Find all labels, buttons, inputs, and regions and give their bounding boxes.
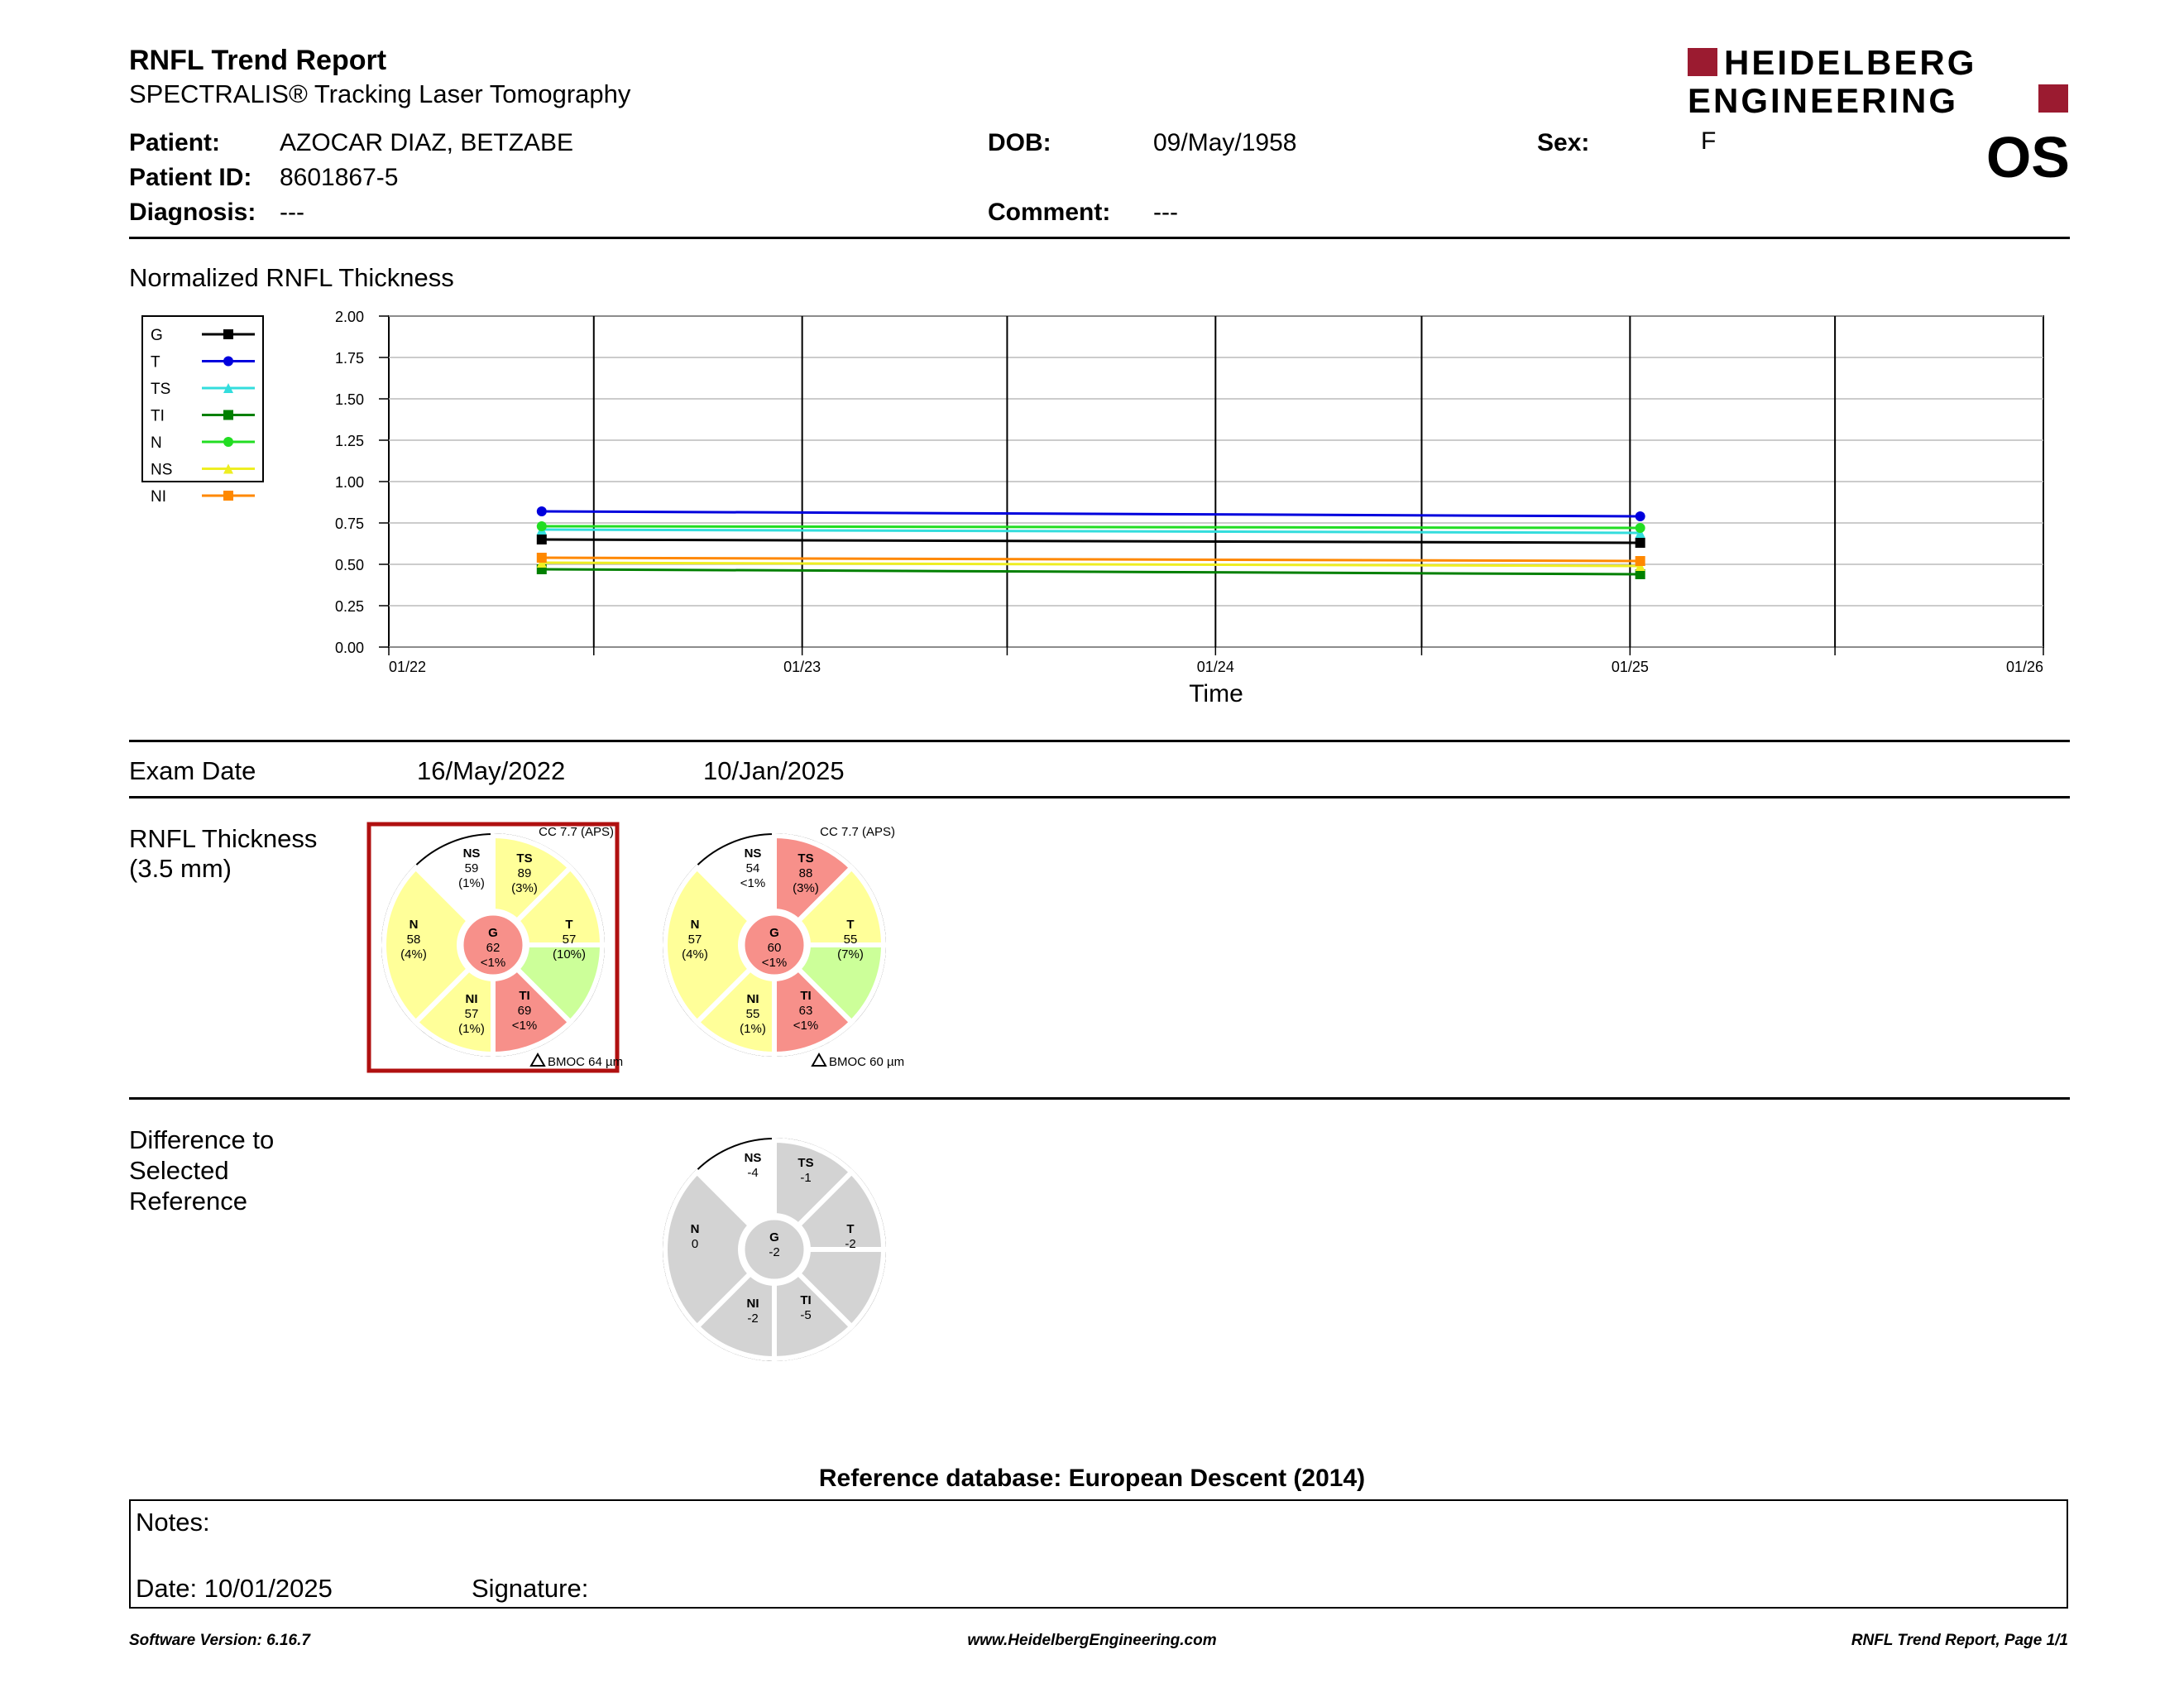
patient-name: AZOCAR DIAZ, BETZABE: [280, 129, 574, 156]
bmoc-value: BMOC 60 µm: [829, 1055, 905, 1069]
sex-value: F: [1701, 127, 1717, 155]
x-tick-label: 01/22: [389, 659, 427, 675]
sector-value-n: 57: [687, 933, 702, 947]
website-link[interactable]: www.HeidelbergEngineering.com: [967, 1632, 1217, 1649]
sector-label-ts: TS: [797, 1156, 814, 1170]
legend-label-n: N: [151, 434, 162, 452]
y-tick-label: 2.00: [334, 309, 364, 325]
legend-label-ns: NS: [151, 461, 173, 479]
divider: [129, 237, 2070, 239]
heidelberg-logo: [1688, 43, 2068, 117]
sector-percent-n: (4%): [400, 947, 427, 961]
data-point-n: [537, 521, 547, 531]
legend-marker-g: [223, 329, 233, 339]
difference-title-line3: Reference: [129, 1187, 248, 1216]
x-tick-label: 01/25: [1611, 659, 1649, 675]
sector-label-ns: NS: [744, 846, 762, 861]
dob-label: DOB:: [988, 129, 1051, 156]
sector-value-n: 58: [406, 933, 421, 947]
sector-percent-ti: <1%: [511, 1019, 538, 1033]
sector-percent-ni: (1%): [458, 1022, 485, 1036]
chart-title: Normalized RNFL Thickness: [129, 263, 454, 292]
legend-label-ts: TS: [151, 381, 171, 398]
difference-title-line1: Difference to: [129, 1125, 275, 1154]
difference-chart: [645, 1125, 910, 1374]
exam-date-1: 16/May/2022: [417, 756, 566, 785]
legend-marker-n: [223, 437, 233, 447]
y-tick-label: 1.00: [334, 474, 364, 491]
x-tick-label: 01/23: [783, 659, 821, 675]
sector-label-g: G: [488, 926, 498, 940]
sector-label-n: N: [690, 1222, 700, 1236]
logo-text-line1: HEIDELBERG: [1724, 43, 1977, 82]
sector-percent-g: <1%: [480, 956, 506, 970]
patient-id-label: Patient ID:: [129, 164, 252, 191]
patient-label: Patient:: [129, 129, 221, 156]
data-point-g: [1636, 538, 1645, 548]
sector-percent-t: (7%): [837, 947, 864, 961]
sector-percent-t: (10%): [552, 947, 587, 961]
sector-value-t: 55: [843, 933, 858, 947]
data-point-ni: [1636, 556, 1645, 566]
sector-percent-g: <1%: [761, 956, 788, 970]
data-point-g: [537, 535, 547, 544]
divider: [129, 1097, 2070, 1100]
data-point-t: [1636, 511, 1645, 521]
sector-label-ti: TI: [800, 989, 812, 1003]
software-version: Software Version: 6.16.7: [129, 1632, 310, 1649]
data-point-n: [1636, 523, 1645, 533]
sector-label-ts: TS: [516, 851, 533, 866]
bmoc-value: BMOC 64 µm: [548, 1055, 624, 1069]
thickness-chart-1[interactable]: [364, 819, 629, 1076]
data-point-ni: [537, 553, 547, 563]
diagnosis-label: Diagnosis:: [129, 199, 256, 226]
sector-value-ns: 59: [464, 861, 479, 875]
legend-marker-t: [223, 357, 233, 367]
data-point-t: [537, 506, 547, 516]
thickness-chart-2[interactable]: [645, 819, 910, 1076]
delta-icon: [812, 1054, 826, 1066]
eye-label: OS: [1985, 125, 2070, 189]
y-tick-label: 1.75: [334, 350, 364, 367]
sector-label-t: T: [565, 918, 573, 932]
report-title: RNFL Trend Report: [129, 45, 387, 76]
y-tick-label: 1.25: [334, 433, 364, 449]
sector-percent-ts: (3%): [511, 881, 538, 895]
x-axis-label: Time: [1189, 680, 1243, 707]
cc-value: CC 7.7 (APS): [820, 825, 895, 839]
y-tick-label: 1.50: [334, 391, 364, 408]
legend-marker-ni: [223, 491, 233, 501]
sector-label-ni: NI: [746, 1297, 759, 1311]
cc-value: CC 7.7 (APS): [539, 825, 614, 839]
sector-percent-n: (4%): [682, 947, 708, 961]
legend-label-ti: TI: [151, 407, 165, 425]
sector-label-ni: NI: [465, 992, 478, 1006]
sector-value-g: 62: [486, 941, 500, 955]
rnfl-thickness-title: RNFL Thickness: [129, 824, 318, 853]
exam-date-2: 10/Jan/2025: [703, 756, 845, 785]
y-tick-label: 0.00: [334, 640, 364, 656]
legend-label-g: G: [151, 327, 163, 344]
sector-value-ti: 69: [517, 1004, 532, 1018]
x-tick-label: 01/24: [1196, 659, 1234, 675]
sector-value-ns: -4: [747, 1166, 759, 1180]
trend-chart: [124, 298, 2068, 712]
sector-label-ns: NS: [462, 846, 481, 861]
sector-value-n: 0: [691, 1237, 699, 1251]
sector-value-ni: 55: [745, 1007, 760, 1021]
sector-value-ni: 57: [464, 1007, 479, 1021]
sector-value-ni: -2: [747, 1312, 759, 1326]
sector-percent-ns: (1%): [458, 876, 485, 890]
sector-value-ti: 63: [798, 1004, 813, 1018]
sector-label-g: G: [769, 926, 779, 940]
report-subtitle: SPECTRALIS® Tracking Laser Tomography: [129, 79, 631, 108]
sector-label-g: G: [769, 1230, 779, 1244]
notes-box: [129, 1499, 2068, 1609]
sector-label-t: T: [846, 1222, 855, 1236]
difference-title-line2: Selected: [129, 1156, 229, 1185]
notes-label: Notes:: [136, 1508, 210, 1537]
sector-value-ns: 54: [745, 861, 760, 875]
patient-id-value: 8601867-5: [280, 164, 399, 191]
diagnosis-value: ---: [280, 199, 304, 226]
delta-icon: [531, 1054, 544, 1066]
sector-label-n: N: [409, 918, 419, 932]
logo-text-line2: ENGINEERING: [1688, 81, 1959, 117]
sector-label-ni: NI: [746, 992, 759, 1006]
sector-percent-ni: (1%): [740, 1022, 766, 1036]
sector-label-ns: NS: [744, 1151, 762, 1165]
comment-value: ---: [1153, 199, 1178, 226]
sector-label-ts: TS: [797, 851, 814, 866]
sector-value-t: -2: [845, 1237, 856, 1251]
legend-label-ni: NI: [151, 488, 166, 506]
sector-label-ti: TI: [519, 989, 530, 1003]
sector-label-n: N: [690, 918, 700, 932]
divider: [129, 796, 2070, 798]
x-tick-label: 01/26: [2005, 659, 2043, 675]
sector-percent-ti: <1%: [793, 1019, 819, 1033]
sector-value-ts: -1: [800, 1171, 812, 1185]
sector-value-ti: -5: [800, 1308, 812, 1322]
y-tick-label: 0.75: [334, 516, 364, 532]
legend-marker-ti: [223, 410, 233, 420]
reference-database: Reference database: European Descent (2014): [818, 1465, 1366, 1492]
y-tick-label: 0.25: [334, 598, 364, 615]
sector-value-ts: 88: [798, 866, 813, 880]
rnfl-thickness-subtitle: (3.5 mm): [129, 854, 232, 883]
comment-label: Comment:: [988, 199, 1111, 226]
series-line-n: [542, 526, 1640, 528]
dob-value: 09/May/1958: [1153, 129, 1297, 156]
sector-label-ti: TI: [800, 1293, 812, 1307]
sex-label: Sex:: [1537, 129, 1590, 156]
sector-percent-ns: <1%: [740, 876, 766, 890]
sector-value-ts: 89: [517, 866, 532, 880]
exam-date-label: Exam Date: [129, 756, 256, 785]
legend-label-t: T: [151, 353, 160, 372]
sector-label-t: T: [846, 918, 855, 932]
page-number: RNFL Trend Report, Page 1/1: [1851, 1632, 2068, 1649]
sector-value-g: -2: [769, 1245, 780, 1259]
divider: [129, 740, 2070, 742]
sector-value-g: 60: [767, 941, 782, 955]
sector-value-t: 57: [562, 933, 577, 947]
y-tick-label: 0.50: [334, 557, 364, 573]
date-label: Date: 10/01/2025: [136, 1574, 333, 1603]
sector-percent-ts: (3%): [793, 881, 819, 895]
signature-label: Signature:: [472, 1574, 589, 1603]
